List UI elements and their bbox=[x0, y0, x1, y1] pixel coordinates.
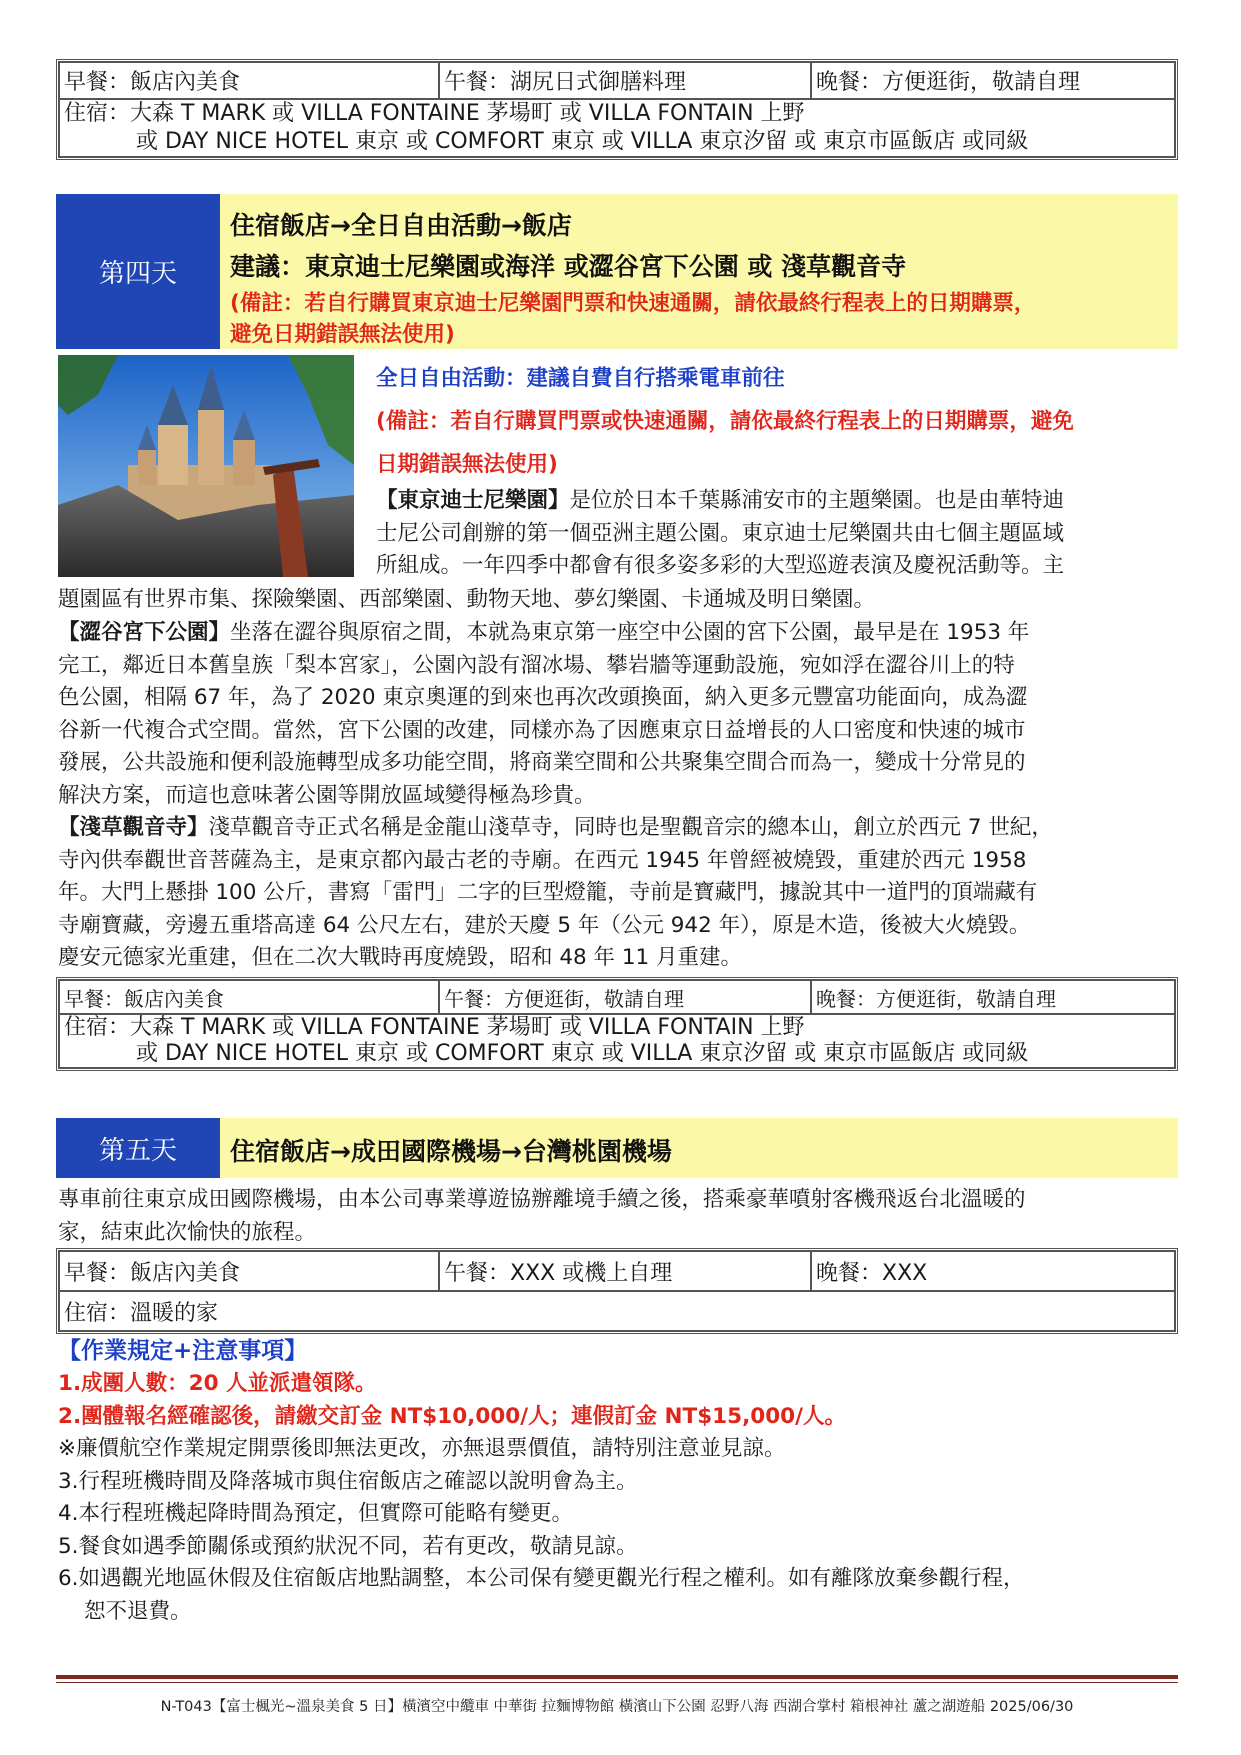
miyashita-line1: 坐落在澀谷與原宿之間，本就為東京第一座空中公園的宮下公園，最早是在 1953 年 bbox=[230, 620, 1030, 645]
day3-hotel-line1: 住宿：大森 T MARK 或 VILLA FONTAINE 茅場町 或 VILLA FONTAIN 上野 bbox=[64, 101, 805, 126]
day4-note2: 避免日期錯誤無法使用) bbox=[230, 322, 455, 347]
day5-desc-line1: 專車前往東京成田國際機場，由本公司專業導遊協辦離境手續之後，搭乘豪華噴射客機飛返台北溫暖的 bbox=[58, 1187, 1026, 1212]
miyashita-paragraph bbox=[58, 617, 1029, 812]
day5-desc-line2: 家，結束此次愉快的旅程。 bbox=[58, 1219, 317, 1245]
footer-divider bbox=[56, 1675, 1178, 1679]
asakusa-line2: 寺內供奉觀世音菩薩為主，是東京都內最古老的寺廟。在西元 1945 年曾經被燒毀，重建於西元 1958 bbox=[58, 847, 1027, 873]
rule-6: 6.如遇觀光地區休假及住宿飯店地點調整，本公司保有變更觀光行程之權利。如有離隊放棄參觀行程， bbox=[58, 1566, 1025, 1591]
disney-paragraph bbox=[376, 485, 1064, 583]
day3-hotel bbox=[59, 99, 1175, 157]
day3-hotel-line2: 或 DAY NICE HOTEL 東京 或 COMFORT 東京 或 VILLA 東京汐留 或 東京市區飯店 或同級 bbox=[136, 129, 1029, 154]
disney-line1: 是位於日本千葉縣浦安市的主題樂園。也是由華特迪 bbox=[569, 488, 1065, 513]
disney-castle-photo bbox=[58, 355, 354, 577]
day4-header bbox=[56, 194, 1178, 349]
day4-hotel-line1: 住宿：大森 T MARK 或 VILLA FONTAINE 茅場町 或 VILLA FONTAIN 上野 bbox=[64, 1015, 805, 1040]
day5-label: 第五天 bbox=[56, 1118, 220, 1178]
footer-divider-thin bbox=[56, 1682, 1178, 1683]
rule-2-text: 2.團體報名經確認後，請繳交訂金 NT$10,000/人；連假訂金 NT$15,000/人。 bbox=[58, 1403, 846, 1429]
miyashita-line6: 解決方案，而這也意味著公園等開放區域變得極為珍貴。 bbox=[58, 782, 596, 808]
miyashita-name: 【澀谷宮下公園】 bbox=[58, 620, 231, 645]
day4-sub-title: 全日自由活動：建議自費自行搭乘電車前往 bbox=[376, 366, 785, 391]
footer-text: N-T043【富士楓光~溫泉美食 5 日】橫濱空中纜車 中華街 拉麵博物館 橫濱山下公園 忍野八海 西湖合掌村 箱根神社 蘆之湖遊船 2025/06/30 bbox=[160, 1699, 1074, 1715]
day4-label: 第四天 bbox=[56, 194, 220, 349]
miyashita-line4: 谷新一代複合式空間。當然，宮下公園的改建，同樣亦為了因應東京日益增長的人口密度和快速的城市 bbox=[58, 717, 1026, 743]
rule-2 bbox=[58, 1401, 1025, 1434]
day5-dinner: 晚餐：XXX bbox=[811, 1251, 1175, 1291]
day5-title: 住宿飯店→成田國際機場→台灣桃園機場 bbox=[230, 1137, 672, 1166]
miyashita-line2: 完工，鄰近日本舊皇族「梨本宮家」，公園內設有溜冰場、攀岩牆等運動設施，宛如浮在澀谷川上的特 bbox=[58, 652, 1015, 678]
asakusa-line1: 淺草觀音寺正式名稱是金龍山淺草寺，同時也是聖觀音宗的總本山，創立於西元 7 世紀， bbox=[208, 815, 1053, 840]
day5-breakfast: 早餐：飯店內美食 bbox=[59, 1251, 439, 1291]
day4-hotel bbox=[59, 1014, 1175, 1068]
asakusa-line4: 寺廟寶藏，旁邊五重塔高達 64 公尺左右，建於天慶 5 年（公元 942 年），原是木造，後被大火燒毀。 bbox=[58, 912, 1031, 938]
day4-breakfast: 早餐：飯店內美食 bbox=[59, 980, 439, 1014]
day5-header bbox=[56, 1118, 1178, 1178]
disney-line4: 題園區有世界市集、探險樂園、西部樂園、動物天地、夢幻樂園、卡通城及明日樂園。 bbox=[58, 587, 876, 612]
day3-breakfast: 早餐：飯店內美食 bbox=[59, 62, 439, 99]
day4-title2: 建議：東京迪士尼樂園或海洋 或澀谷宮下公園 或 淺草觀音寺 bbox=[230, 252, 907, 281]
rule-5: 5.餐食如遇季節關係或預約狀況不同，若有更改，敬請見諒。 bbox=[58, 1533, 638, 1559]
rule-1 bbox=[58, 1368, 1025, 1401]
day3-dinner: 晚餐：方便逛街，敬請自理 bbox=[811, 62, 1175, 99]
disney-line3: 所組成。一年四季中都會有很多姿多彩的大型巡遊表演及慶祝活動等。主 bbox=[376, 553, 1065, 578]
rule-2-note: ※廉價航空作業規定開票後即無法更改，亦無退票價值，請特別注意並見諒。 bbox=[58, 1436, 786, 1461]
day5-lunch: 午餐：XXX 或機上自理 bbox=[439, 1251, 811, 1291]
day4-meal-table bbox=[56, 977, 1178, 1071]
rule-1-text: 1.成團人數：20 人並派遣領隊。 bbox=[58, 1371, 377, 1396]
day4-note1: (備註：若自行購買東京迪士尼樂園門票和快速通關，請依最終行程表上的日期購票， bbox=[230, 291, 1036, 316]
day4-lunch: 午餐：方便逛街，敬請自理 bbox=[439, 980, 811, 1014]
rules-heading: 【作業規定+注意事項】 bbox=[58, 1338, 308, 1364]
asakusa-paragraph bbox=[58, 812, 1053, 975]
day4-sub-note1: (備註：若自行購買門票或快速通關，請依最終行程表上的日期購票，避免 bbox=[376, 409, 1074, 434]
asakusa-name: 【淺草觀音寺】 bbox=[58, 815, 209, 840]
miyashita-line5: 發展，公共設施和便利設施轉型成多功能空間，將商業空間和公共聚集空間合而為一，變成十分常見的 bbox=[58, 750, 1026, 775]
asakusa-line5: 慶安元德家光重建，但在二次大戰時再度燒毀，昭和 48 年 11 月重建。 bbox=[58, 945, 743, 970]
day5-meal-table bbox=[56, 1248, 1178, 1334]
day3-lunch: 午餐：湖尻日式御膳料理 bbox=[439, 62, 811, 99]
day4-hotel-line2: 或 DAY NICE HOTEL 東京 或 COMFORT 東京 或 VILLA 東京汐留 或 東京市區飯店 或同級 bbox=[136, 1041, 1029, 1066]
disney-name: 【東京迪士尼樂園】 bbox=[376, 488, 570, 513]
disney-line2: 士尼公司創辦的第一個亞洲主題公園。東京迪士尼樂園共由七個主題區域 bbox=[376, 520, 1065, 546]
day5-description bbox=[58, 1184, 1026, 1249]
rule-3: 3.行程班機時間及降落城市與住宿飯店之確認以說明會為主。 bbox=[58, 1468, 638, 1494]
rules-section bbox=[58, 1334, 1025, 1628]
day4-title1: 住宿飯店→全日自由活動→飯店 bbox=[230, 211, 572, 240]
miyashita-line3: 色公園，相隔 67 年，為了 2020 東京奧運的到來也再次改頭換面，納入更多元豐富功能面向，成為澀 bbox=[58, 685, 1028, 710]
rule-6-cont: 恕不退費。 bbox=[84, 1598, 192, 1624]
day4-sub-note2: 日期錯誤無法使用) bbox=[376, 452, 558, 477]
day3-meal-table bbox=[56, 59, 1178, 160]
day4-dinner: 晚餐：方便逛街，敬請自理 bbox=[811, 980, 1175, 1014]
day5-hotel: 住宿：溫暖的家 bbox=[59, 1291, 1175, 1331]
rule-4: 4.本行程班機起降時間為預定，但實際可能略有變更。 bbox=[58, 1501, 574, 1526]
asakusa-line3: 年。大門上懸掛 100 公斤，書寫「雷門」二字的巨型燈籠，寺前是寶藏門，據說其中一道門的頂端藏有 bbox=[58, 880, 1038, 905]
